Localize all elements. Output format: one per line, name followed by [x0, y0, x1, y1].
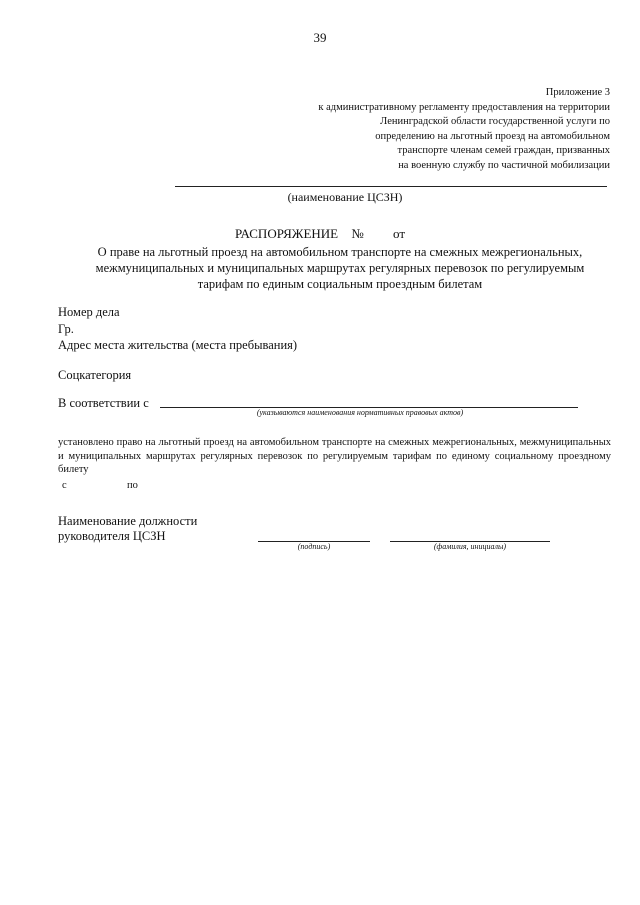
order-title: РАСПОРЯЖЕНИЕ — [234, 226, 339, 241]
appendix-line: определению на льготный проезд на автомобильном — [375, 130, 610, 142]
signature-caption: (подпись) — [297, 542, 331, 551]
appendix-header — [270, 86, 610, 173]
accordance-label: В соответствии с — [58, 396, 149, 410]
order-subtitle — [60, 244, 620, 292]
accordance-caption: (указываются наименования нормативных правовых актов) — [256, 408, 464, 417]
address-label: Адрес места жительства (места пребывания) — [58, 338, 298, 352]
period-from-label: с — [62, 480, 67, 491]
appendix-line: Приложение 3 — [545, 87, 610, 98]
org-name-caption: (наименование ЦСЗН) — [287, 190, 403, 204]
period-to-label: по — [127, 480, 138, 491]
citizen-label: Гр. — [58, 322, 74, 336]
appendix-line: транспорте членам семей граждан, призванных — [397, 145, 610, 156]
appendix-line: на военную службу по частичной мобилизации — [398, 159, 610, 171]
subtitle-line: межмуниципальных и муниципальных маршрутах регулярных перевозок по регулируемым — [95, 261, 585, 275]
order-number-label: № — [351, 226, 364, 241]
subtitle-line: О праве на льготный проезд на автомобильном транспорте на смежных межрегиональных, — [97, 245, 583, 259]
subtitle-line: тарифам по единым социальным проездным билетам — [197, 277, 483, 291]
social-category-label: Соцкатегория — [58, 368, 132, 382]
page-number: 39 — [313, 30, 327, 45]
body-text: установлено право на льготный проезд на автомобильном транспорте на смежных межрегиональных, межмуниципальных и муниципальных маршрутах регулярных перевозок по регулируемым тарифам по единому социальному проездному билету — [58, 437, 611, 475]
position-title-line1: Наименование должности — [58, 514, 198, 528]
appendix-line: к административному регламенту предоставления на территории — [318, 101, 610, 113]
position-title-line2: руководителя ЦСЗН — [58, 529, 166, 543]
order-date-label: от — [393, 226, 406, 241]
org-name-line — [175, 186, 607, 187]
appendix-line: Ленинградской области государственной услуги по — [380, 116, 610, 127]
name-caption: (фамилия, инициалы) — [433, 542, 507, 551]
order-title-row — [0, 226, 640, 242]
case-number-label: Номер дела — [58, 305, 120, 319]
